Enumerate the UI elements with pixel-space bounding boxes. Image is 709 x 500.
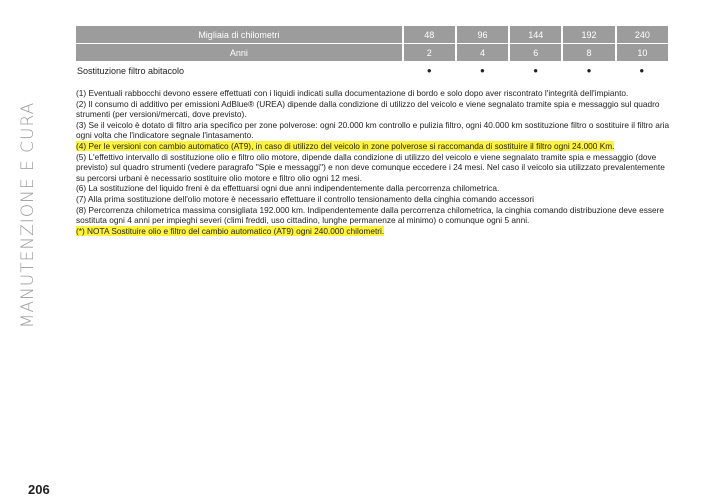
bullet-mark: ●: [456, 62, 509, 80]
footnotes: [76, 88, 672, 236]
header-years-value: 4: [456, 44, 509, 62]
bullet-mark: ●: [509, 62, 562, 80]
footnote: [76, 152, 672, 184]
header-years-value: 10: [616, 44, 668, 62]
header-km-value: 192: [562, 26, 615, 44]
footnote-text: (4) Per le versioni con cambio automatico (AT9), in caso di utilizzo del veicolo in zone polverose si raccomanda di sostituire il filtro ogni 24.000 Km.: [76, 140, 615, 151]
footnote: [76, 99, 672, 120]
maintenance-table: [76, 26, 668, 80]
header-label-years: Anni: [76, 44, 403, 62]
footnote-text: (5) L'effettivo intervallo di sostituzione olio e filtro olio motore, dipende dalla condizione di utilizzo del veicolo e viene segnalato tramite spia e messaggio (dove previsto) sul quadro strumenti (vedere paragrafo "Spie e messaggi") e non deve comunque eccedere i 24 mesi. Nel caso il veicolo sia utilizzato prevalentemente su percorsi urbani è necessario sostituire olio motore e filtro olio ogni 12 mesi.: [76, 151, 665, 183]
bullet-mark: ●: [403, 62, 456, 80]
bullet-mark: ●: [562, 62, 615, 80]
footnote: [76, 88, 672, 99]
footnote-text: (6) La sostituzione del liquido freni è da effettuarsi ogni due anni indipendentemente dalla percorrenza chilometrica.: [76, 183, 500, 194]
footnote-highlighted: [76, 226, 672, 237]
header-row-years: [76, 44, 668, 62]
page-number: 206: [28, 482, 50, 497]
row-label: Sostituzione filtro abitacolo: [76, 62, 403, 80]
footnote-text: (3) Se il veicolo è dotato di filtro aria specifico per zone polverose: ogni 20.000 km controllo e pulizia filtro, ogni 40.000 km sostituzione filtro o sostituire il filtro aria ogni volta che l'indicatore segnale l'intasamento.: [76, 119, 670, 141]
header-years-value: 8: [562, 44, 615, 62]
header-km-value: 96: [456, 26, 509, 44]
bullet-mark: ●: [616, 62, 668, 80]
header-row-km: [76, 26, 668, 44]
table-row: [76, 62, 668, 80]
header-km-value: 48: [403, 26, 456, 44]
footnote-text: (7) Alla prima sostituzione dell'olio motore è necessario effettuare il controllo tensionamento della cinghia comando accessori: [76, 193, 535, 204]
footnote: [76, 194, 672, 205]
footnote: [76, 205, 672, 226]
header-years-value: 2: [403, 44, 456, 62]
footnote-text: (1) Eventuali rabbocchi devono essere effettuati con i liquidi indicati sulla documentazione di bordo e solo dopo aver riscontrato l'integrità dell'impianto.: [76, 88, 629, 98]
footnote-text: (8) Percorrenza chilometrica massima consigliata 192.000 km. Indipendentemente dalla percorrenza chilometrica, la cinghia comando distribuzione deve essere sostituta ogni 4 anni per impieghi severi (climi freddi, uso cittadino, lunghe permanenze al minimo) o comunque ogni 5 anni.: [76, 204, 664, 226]
header-km-value: 240: [616, 26, 668, 44]
section-title-vertical: MANUTENZIONE E CURA: [18, 101, 38, 329]
header-years-value: 6: [509, 44, 562, 62]
footnote-text: (*) NOTA Sostituire olio e filtro del cambio automatico (AT9) ogni 240.000 chilometri.: [76, 225, 385, 236]
footnote: [76, 120, 672, 141]
footnote-text: (2) Il consumo di additivo per emissioni AdBlue® (UREA) dipende dalla condizione di utilizzo del veicolo e viene segnalato tramite spia e messaggio sul quadro strumenti (per versioni/mercati, dove previsto).: [76, 98, 660, 120]
footnote-highlighted: [76, 141, 672, 152]
header-label-km: Migliaia di chilometri: [76, 26, 403, 44]
header-km-value: 144: [509, 26, 562, 44]
footnote: [76, 183, 672, 194]
